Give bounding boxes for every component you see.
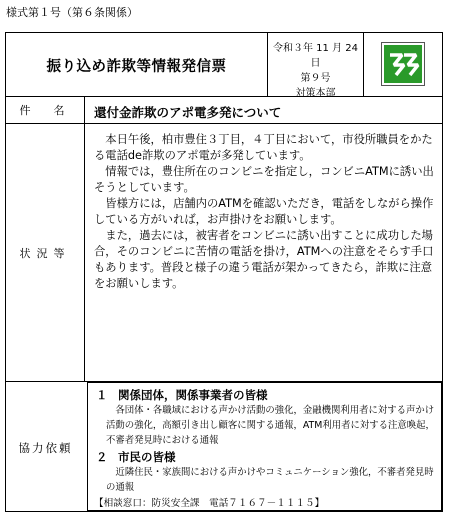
coop-heading-text: 関係団体，関係事業者の皆様 bbox=[118, 388, 268, 402]
coop-heading-text: 市民の皆様 bbox=[118, 450, 176, 464]
subject-text: 還付金詐欺のアポ電多発について bbox=[94, 105, 282, 120]
status-paragraph: 情報では，豊住所在のコンビニを指定し，コンビニATMに誘い出そうとしています。 bbox=[94, 165, 434, 194]
header-row bbox=[6, 33, 442, 97]
subject-label: 件 名 bbox=[6, 97, 85, 123]
coop-heading-1 bbox=[96, 387, 268, 403]
city-emblem-icon bbox=[381, 42, 425, 86]
coop-text-2 bbox=[106, 465, 436, 495]
subject-row bbox=[6, 97, 442, 124]
status-paragraph: 皆様方には，店舗内のATMを確認いただき，電話をしながら操作している方がいれば，お声掛けをお願いします。 bbox=[94, 197, 434, 226]
coop-text-1 bbox=[106, 403, 436, 448]
status-paragraph: 本日午後，柏市豊住３丁目，４丁目において，市役所職員をかたる電話de詐欺のアポ電が多発しています。 bbox=[94, 133, 433, 162]
coop-heading-2 bbox=[96, 449, 176, 465]
cooperation-box bbox=[87, 382, 442, 511]
coop-paragraph: 近隣住民・家族間における声かけやコミュニケーション強化，不審者発見時の通報 bbox=[106, 467, 434, 493]
status-paragraph: また，過去には，被害者をコンビニに誘い出すことに成功した場合，そのコンビニに苦情の電話を掛け，ATMへの注意をそらす手口もあります。普段と様子の違う電話が架かってきたら，詐欺に注意をお願いします。 bbox=[94, 229, 434, 290]
logo-cell bbox=[364, 33, 443, 97]
coop-paragraph: 各団体・各職域における声かけ活動の強化，金融機関利用者に対する声かけ活動の強化，高額引き出し顧客に関する通報，ATM利用者に対する注意喚起，不審者発見時における通報 bbox=[106, 405, 435, 446]
status-body bbox=[94, 132, 434, 292]
info-sheet-table bbox=[5, 32, 443, 512]
cooperation-label: 協力依頼 bbox=[18, 440, 73, 455]
issue-number: 第９号 bbox=[300, 73, 331, 84]
coop-number: ２ bbox=[96, 450, 108, 464]
meta-block bbox=[268, 33, 364, 97]
cooperation-row bbox=[6, 382, 442, 513]
consultation-contact: 【相談窓口：防災安全課 電話７１６７－１１１５】 bbox=[94, 498, 325, 509]
issue-date: 令和３年 11 月 24 日 bbox=[273, 43, 358, 69]
document-title: 振り込め詐欺等情報発信票 bbox=[6, 33, 268, 97]
coop-number: １ bbox=[96, 388, 108, 402]
form-number: 様式第１号（第６条関係） bbox=[6, 6, 138, 19]
issuer: 対策本部 bbox=[295, 88, 336, 99]
status-row bbox=[6, 124, 442, 382]
status-label: 状況等 bbox=[6, 124, 85, 381]
